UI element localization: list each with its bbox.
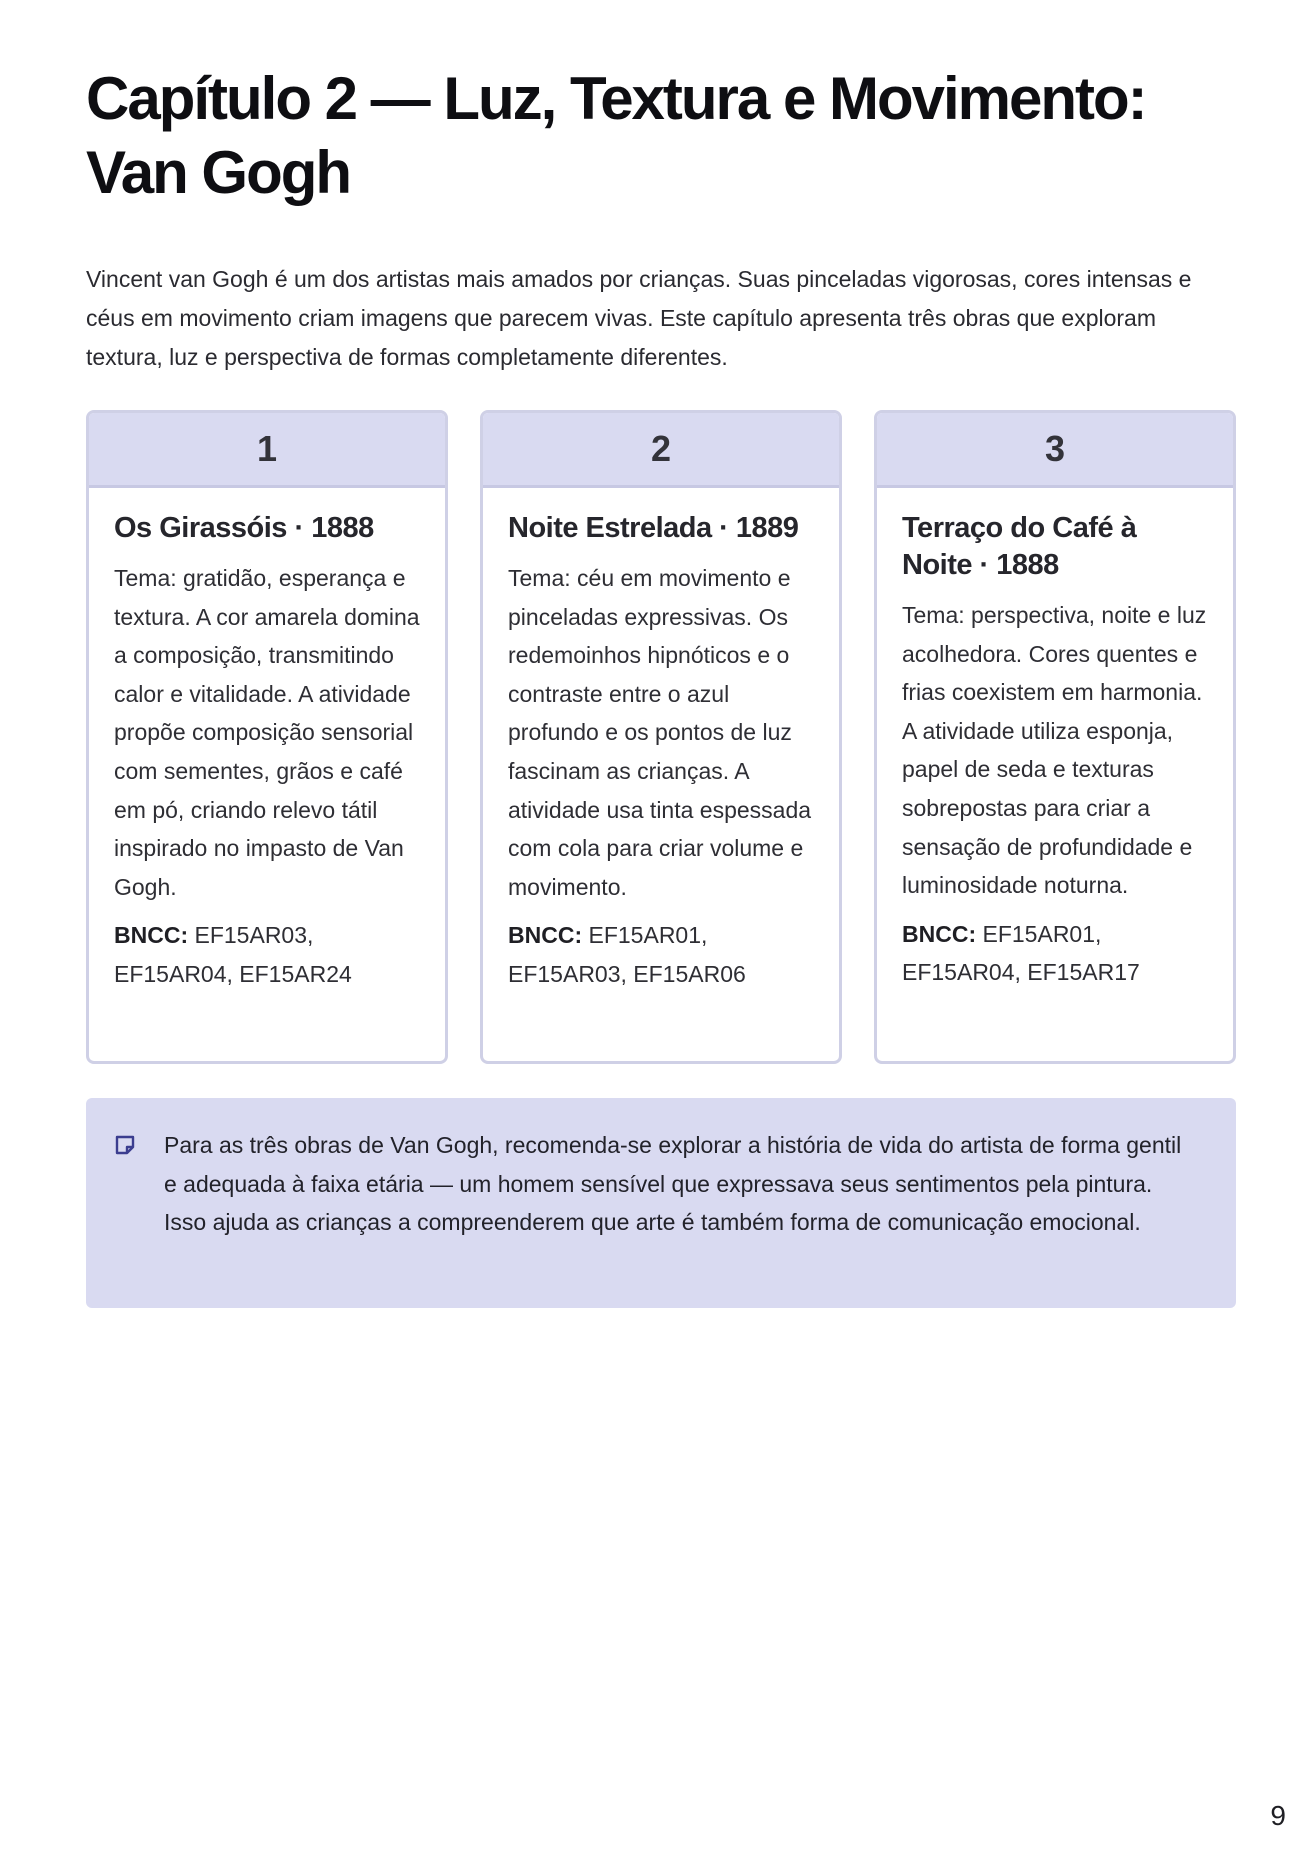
note-text: Para as três obras de Van Gogh, recomenda-se explorar a história de vida do artista de forma gentil e adequada à faixa etária — um homem sensível que expressava seus sentimentos pela pintura. Isso ajuda as crianças a compreenderem que arte é também forma de comunicação emocional. [164,1132,1182,1236]
document-page [86,0,1236,1236]
card-body [483,488,839,994]
card-body [89,488,445,994]
card-bncc [508,916,817,993]
artwork-cards [86,410,1236,1070]
artwork-card-3 [874,410,1236,1064]
chapter-title: Capítulo 2 — Luz, Textura e Movimento: Van Gogh [86,65,1146,206]
bncc-label: BNCC: [902,920,977,947]
bncc-codes: EF15AR01, EF15AR03, EF15AR06 [508,922,746,987]
card-bncc [114,916,423,993]
bncc-codes: EF15AR01, EF15AR04, EF15AR17 [902,920,1140,986]
page-number: 9 [1270,1800,1286,1831]
card-number: 1 [89,413,445,488]
bncc-label: BNCC: [114,922,189,949]
card-title: Terraço do Café à Noite · 1888 [902,512,1137,581]
card-description: Tema: gratidão, esperança e textura. A cor amarela domina a composição, transmitindo calor e vitalidade. A atividade propõe composição sensorial com sementes, grãos e café em pó, criando relevo tátil inspirado no impasto de Van Gogh. [114,565,420,900]
artwork-card-1 [86,410,448,1064]
bncc-codes: EF15AR03, EF15AR04, EF15AR24 [114,922,352,987]
artwork-card-2 [480,410,842,1064]
card-number: 3 [877,413,1233,488]
card-title: Noite Estrelada · 1889 [508,512,799,544]
card-body [877,488,1233,992]
note-callout [86,1098,1236,1308]
card-description: Tema: céu em movimento e pinceladas expressivas. Os redemoinhos hipnóticos e o contraste entre o azul profundo e os pontos de luz fascinam as crianças. A atividade usa tinta espessada com cola para criar volume e movimento. [508,565,812,900]
card-title: Os Girassóis · 1888 [114,512,374,544]
note-icon [114,1134,136,1156]
card-description: Tema: perspectiva, noite e luz acolhedora. Cores quentes e frias coexistem em harmonia. A atividade utiliza esponja, papel de seda e texturas sobrepostas para criar a sensação de profundidade e luminosidade noturna. [902,602,1207,899]
card-bncc [902,915,1211,992]
card-number: 2 [483,413,839,488]
chapter-intro: Vincent van Gogh é um dos artistas mais amados por crianças. Suas pinceladas vigorosas, cores intensas e céus em movimento criam imagens que parecem vivas. Este capítulo apresenta três obras que exploram textura, luz e perspectiva de formas completamente diferentes. [86,266,1192,370]
bncc-label: BNCC: [508,922,583,949]
